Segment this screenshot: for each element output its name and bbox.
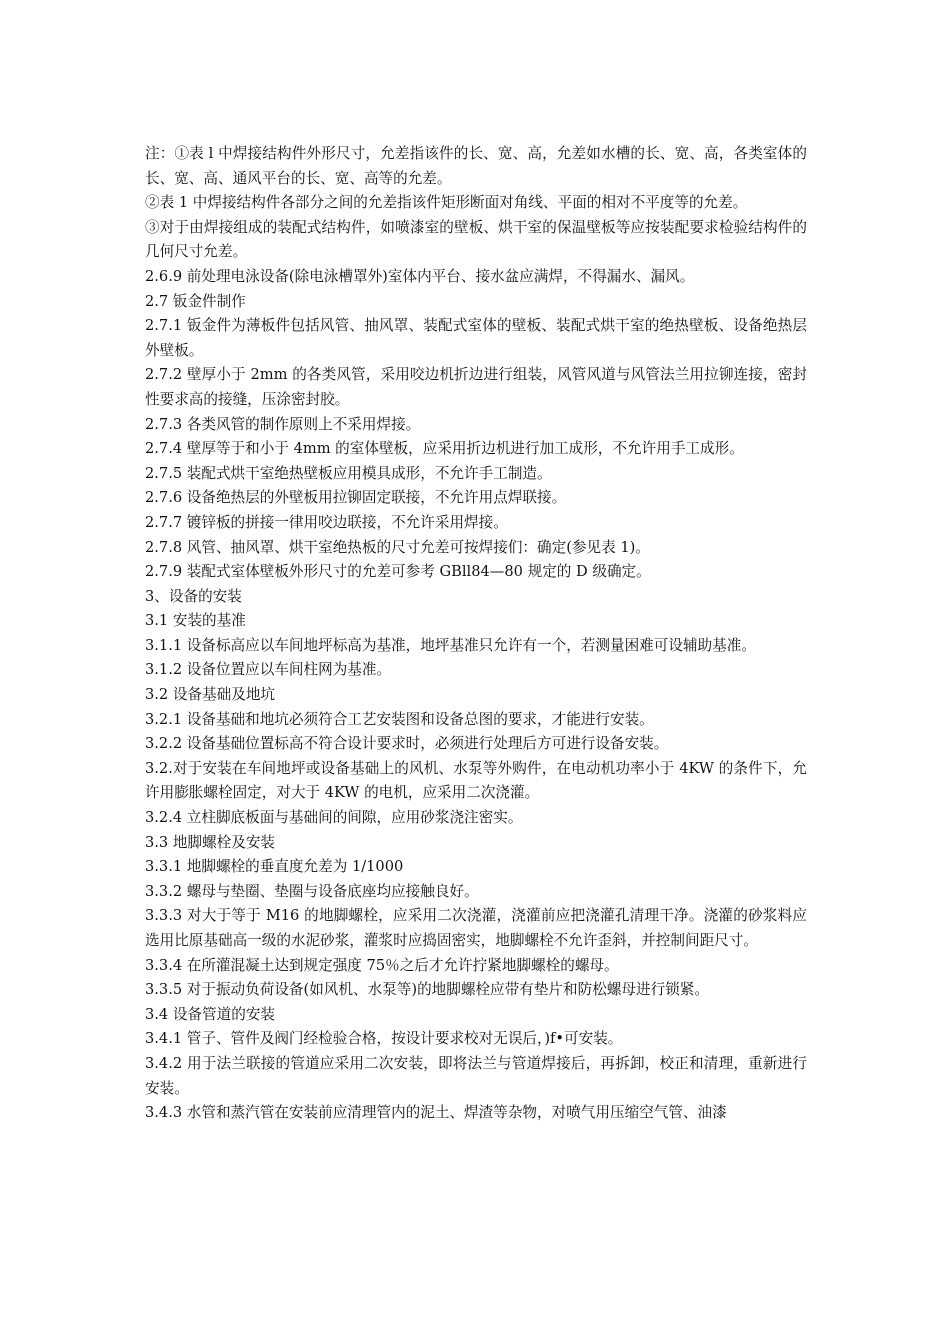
clause-2-7-1: 2.7.1 钣金件为薄板件包括风管、抽风罩、装配式室体的壁板、装配式烘干室的绝热壁板、设备绝热层外壁板。	[145, 317, 807, 359]
document-body	[145, 142, 807, 1126]
clause-3-3-1: 3.3.1 地脚螺栓的垂直度允差为 1/1000	[145, 858, 404, 876]
clause-3-4-3: 3.4.3 水管和蒸汽管在安装前应清理管内的泥土、焊渣等杂物，对喷气用压缩空气管、油漆	[145, 1104, 727, 1122]
clause-3-2-3: 3.2.对于安装在车间地坪或设备基础上的风机、水泵等外购件，在电动机功率小于 4KW 的条件下，允许用膨胀螺栓固定，对大于 4KW 的电机，应采用二次浇灌。	[145, 759, 807, 802]
clause-3-2-1: 3.2.1 设备基础和地坑必须符合工艺安装图和设备总图的要求，才能进行安装。	[145, 710, 654, 728]
note-2: ②表 1 中焊接结构件各部分之间的允差指该件矩形断面对角线、平面的相对不平度等的允差。	[145, 194, 748, 212]
heading-3-3: 3.3 地脚螺栓及安装	[145, 833, 276, 851]
clause-2-7-4: 2.7.4 壁厚等于和小于 4mm 的室体壁板，应采用折边机进行加工成形，不允许用手工成形。	[145, 440, 744, 458]
heading-3-2: 3.2 设备基础及地坑	[145, 686, 276, 704]
note-3: ③对于由焊接组成的装配式结构件，如喷漆室的壁板、烘干室的保温壁板等应按装配要求检验结构件的几何尺寸允差。	[145, 218, 807, 261]
clause-2-6-9: 2.6.9 前处理电泳设备(除电泳槽罩外)室体内平台、接水盆应满焊，不得漏水、漏风。	[145, 267, 695, 285]
clause-3-4-2: 3.4.2 用于法兰联接的管道应采用二次安装，即将法兰与管道焊接后，再拆卸，校正和清理，重新进行安装。	[145, 1054, 807, 1097]
clause-3-3-4: 3.3.4 在所灌混凝土达到规定强度 75％之后才允许拧紧地脚螺栓的螺母。	[145, 956, 619, 974]
clause-2-7-7: 2.7.7 镀锌板的拼接一律用咬边联接，不允许采用焊接。	[145, 513, 508, 531]
heading-2-7: 2.7 钣金件制作	[145, 292, 246, 310]
clause-3-3-3: 3.3.3 对大于等于 M16 的地脚螺栓，应采用二次浇灌，浇灌前应把浇灌孔清理干净。浇灌的砂浆料应选用比原基础高一级的水泥砂浆，灌浆时应捣固密实，地脚螺栓不允许歪斜，并控制间距尺寸。	[145, 907, 807, 949]
clause-3-1-2: 3.1.2 设备位置应以车间柱网为基准。	[145, 661, 392, 679]
clause-2-7-8: 2.7.8 风管、抽风罩、烘干室绝热板的尺寸允差可按焊接们：确定(参见表 1)。	[145, 538, 650, 556]
clause-2-7-3: 2.7.3 各类风管的制作原则上不采用焊接。	[145, 415, 421, 433]
clause-3-1-1: 3.1.1 设备标高应以车间地坪标高为基准，地坪基准只允许有一个，若测量困难可设辅助基准。	[145, 636, 756, 654]
clause-3-2-4: 3.2.4 立柱脚底板面与基础间的间隙，应用砂浆浇注密实。	[145, 809, 523, 827]
clause-3-3-5: 3.3.5 对于振动负荷设备(如风机、水泵等)的地脚螺栓应带有垫片和防松螺母进行锁紧。	[145, 981, 709, 999]
clause-3-3-2: 3.3.2 螺母与垫圈、垫圈与设备底座均应接触良好。	[145, 882, 479, 900]
clause-2-7-9: 2.7.9 装配式室体壁板外形尺寸的允差可参考 GBll84—80 规定的 D 级确定。	[145, 563, 651, 581]
clause-3-4-1: 3.4.1 管子、管件及阀门经检验合格，按设计要求校对无误后，)f•可安装。	[145, 1030, 623, 1048]
heading-3-4: 3.4 设备管道的安装	[145, 1005, 276, 1023]
clause-2-7-5: 2.7.5 装配式烘干室绝热壁板应用模具成形，不允许手工制造。	[145, 464, 552, 482]
heading-3-1: 3.1 安装的基准	[145, 612, 246, 630]
heading-3: 3、设备的安装	[145, 587, 242, 605]
clause-2-7-6: 2.7.6 设备绝热层的外壁板用拉铆固定联接，不允许用点焊联接。	[145, 489, 567, 507]
clause-3-2-2: 3.2.2 设备基础位置标高不符合设计要求时，必须进行处理后方可进行设备安装。	[145, 735, 669, 753]
note-1: 注：①表 l 中焊接结构件外形尺寸，允差指该件的长、宽、高，允差如水槽的长、宽、高，各类室体的长、宽、高、通风平台的长、宽、高等的允差。	[145, 145, 807, 187]
clause-2-7-2: 2.7.2 壁厚小于 2mm 的各类风管，采用咬边机折边进行组装，风管风道与风管法兰用拉铆连接，密封性要求高的接缝，压涂密封胶。	[145, 366, 807, 408]
